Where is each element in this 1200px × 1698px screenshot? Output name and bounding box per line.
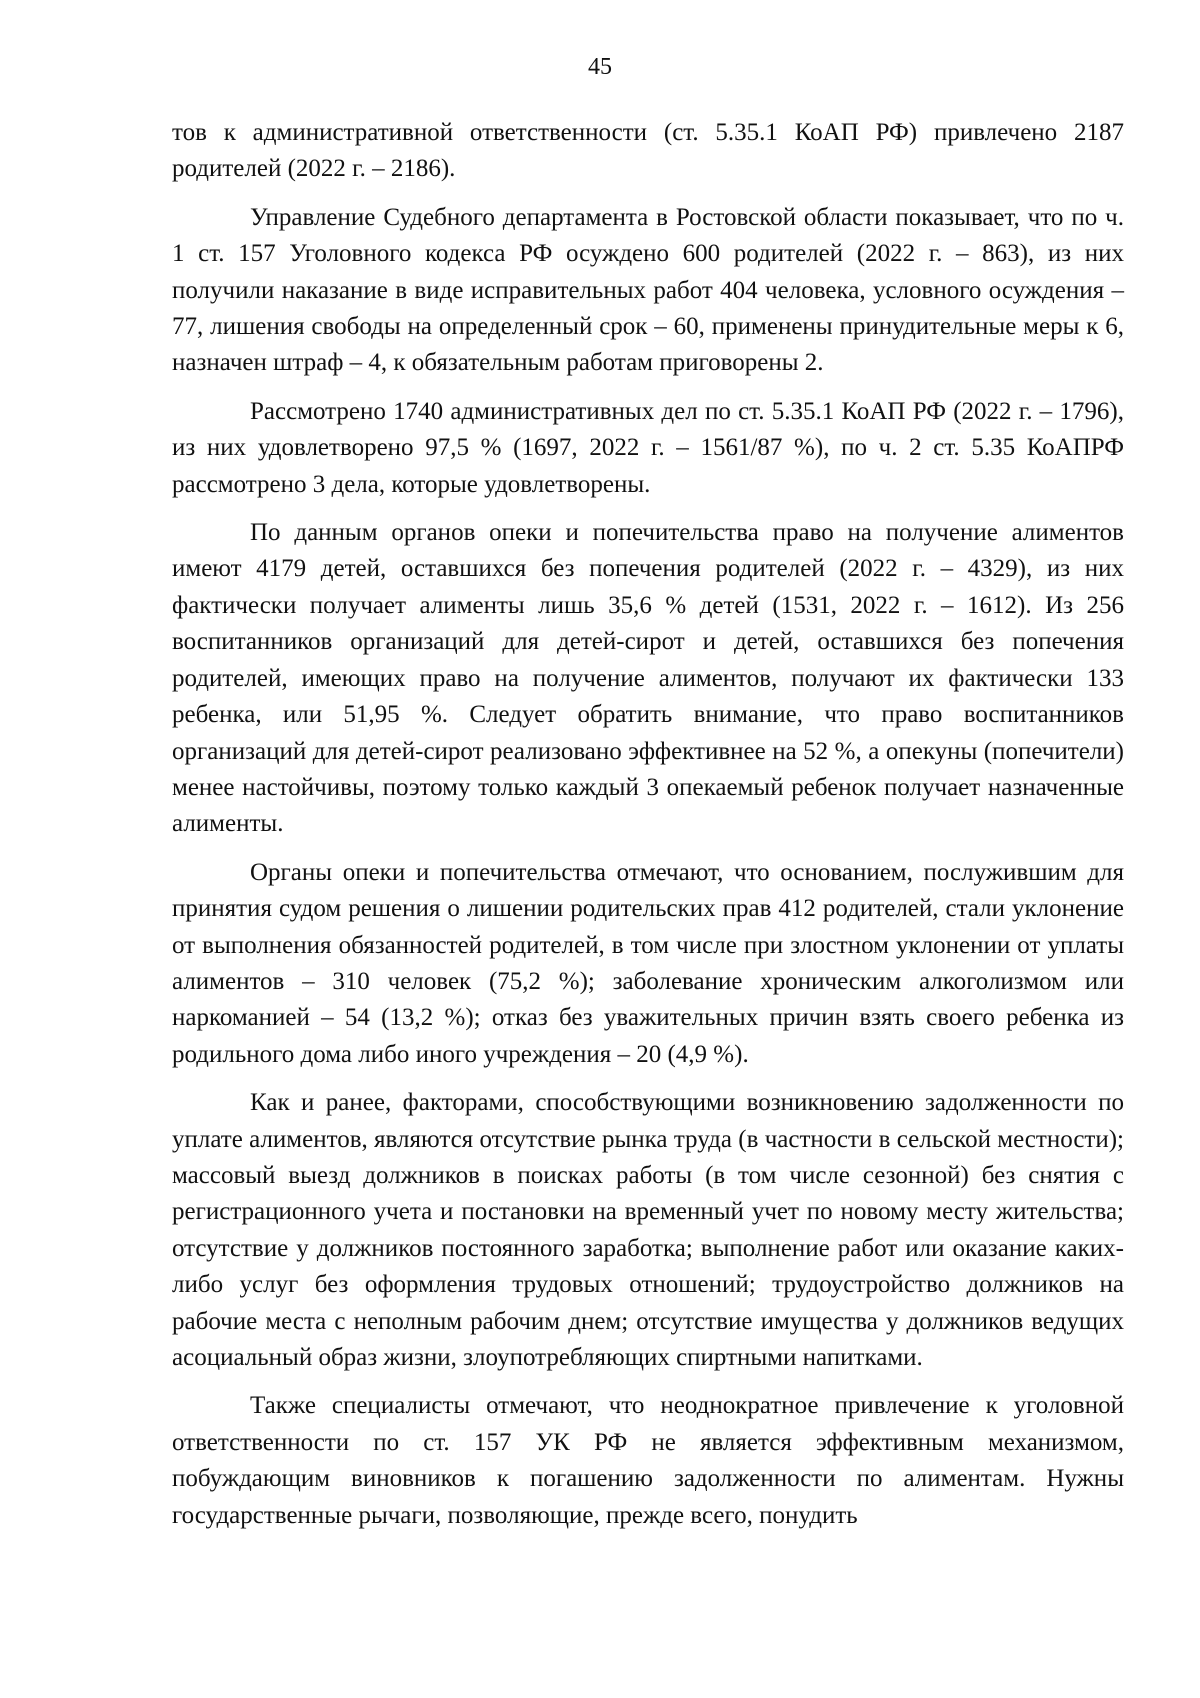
body-text bbox=[172, 115, 1124, 1534]
paragraph-1: тов к административной ответственности (ст. 5.35.1 КоАП РФ) привлечено 2187 родителей (2022 г. – 2186). bbox=[172, 119, 1124, 183]
paragraph-5: Органы опеки и попечительства отмечают, что основанием, послужившим для принятия судом решения о лишении родительских прав 412 родителей, стали уклонение от выполнения обязанностей родителей, в том числе при злостном уклонении от уплаты алиментов – 310 человек (75,2 %); заболевание хроническим алкоголизмом или наркоманией – 54 (13,2 %); отказ без уважительных причин взять своего ребенка из родильного дома либо иного учреждения – 20 (4,9 %). bbox=[172, 858, 1124, 1068]
paragraph-4: По данным органов опеки и попечительства право на получение алиментов имеют 4179 детей, оставшихся без попечения родителей (2022 г. – 4329), из них фактически получает алименты лишь 35,6 % детей (1531, 2022 г. – 1612). Из 256 воспитанников организаций для детей-сирот и детей, оставшихся без попечения родителей, имеющих право на получение алиментов, получают их фактически 133 ребенка, или 51,95 %. Следует обратить внимание, что право воспитанников организаций для детей-сирот реализовано эффективнее на 52 %, а опекуны (попечители) менее настойчивы, поэтому только каждый 3 опекаемый ребенок получает назначенные алименты. bbox=[172, 519, 1124, 838]
paragraph-6: Как и ранее, факторами, способствующими возникновению задолженности по уплате алиментов, являются отсутствие рынка труда (в частности в сельской местности); массовый выезд должников в поисках работы (в том числе сезонной) без снятия с регистрационного учета и постановки на временный учет по новому месту жительства; отсутствие у должников постоянного заработка; выполнение работ или оказание каких-либо услуг без оформления трудовых отношений; трудоустройство должников на рабочие места с неполным рабочим днем; отсутствие имущества у должников ведущих асоциальный образ жизни, злоупотребляющих спиртными напитками. bbox=[172, 1089, 1124, 1371]
paragraph-7: Также специалисты отмечают, что неоднократное привлечение к уголовной ответственности по ст. 157 УК РФ не является эффективным механизмом, побуждающим виновников к погашению задолженности по алиментам. Нужны государственные рычаги, позволяющие, прежде всего, понудить bbox=[172, 1392, 1124, 1529]
paragraph-2: Управление Судебного департамента в Ростовской области показывает, что по ч. 1 ст. 157 Уголовного кодекса РФ осуждено 600 родителей (2022 г. – 863), из них получили наказание в виде исправительных работ 404 человека, условного осуждения – 77, лишения свободы на определенный срок – 60, применены принудительные меры к 6, назначен штраф – 4, к обязательным работам приговорены 2. bbox=[172, 203, 1124, 377]
paragraph-3: Рассмотрено 1740 административных дел по ст. 5.35.1 КоАП РФ (2022 г. – 1796), из них удовлетворено 97,5 % (1697, 2022 г. – 1561/87 %), по ч. 2 ст. 5.35 КоАПРФ рассмотрено 3 дела, которые удовлетворены. bbox=[172, 397, 1124, 498]
page-number: 45 bbox=[588, 54, 612, 80]
